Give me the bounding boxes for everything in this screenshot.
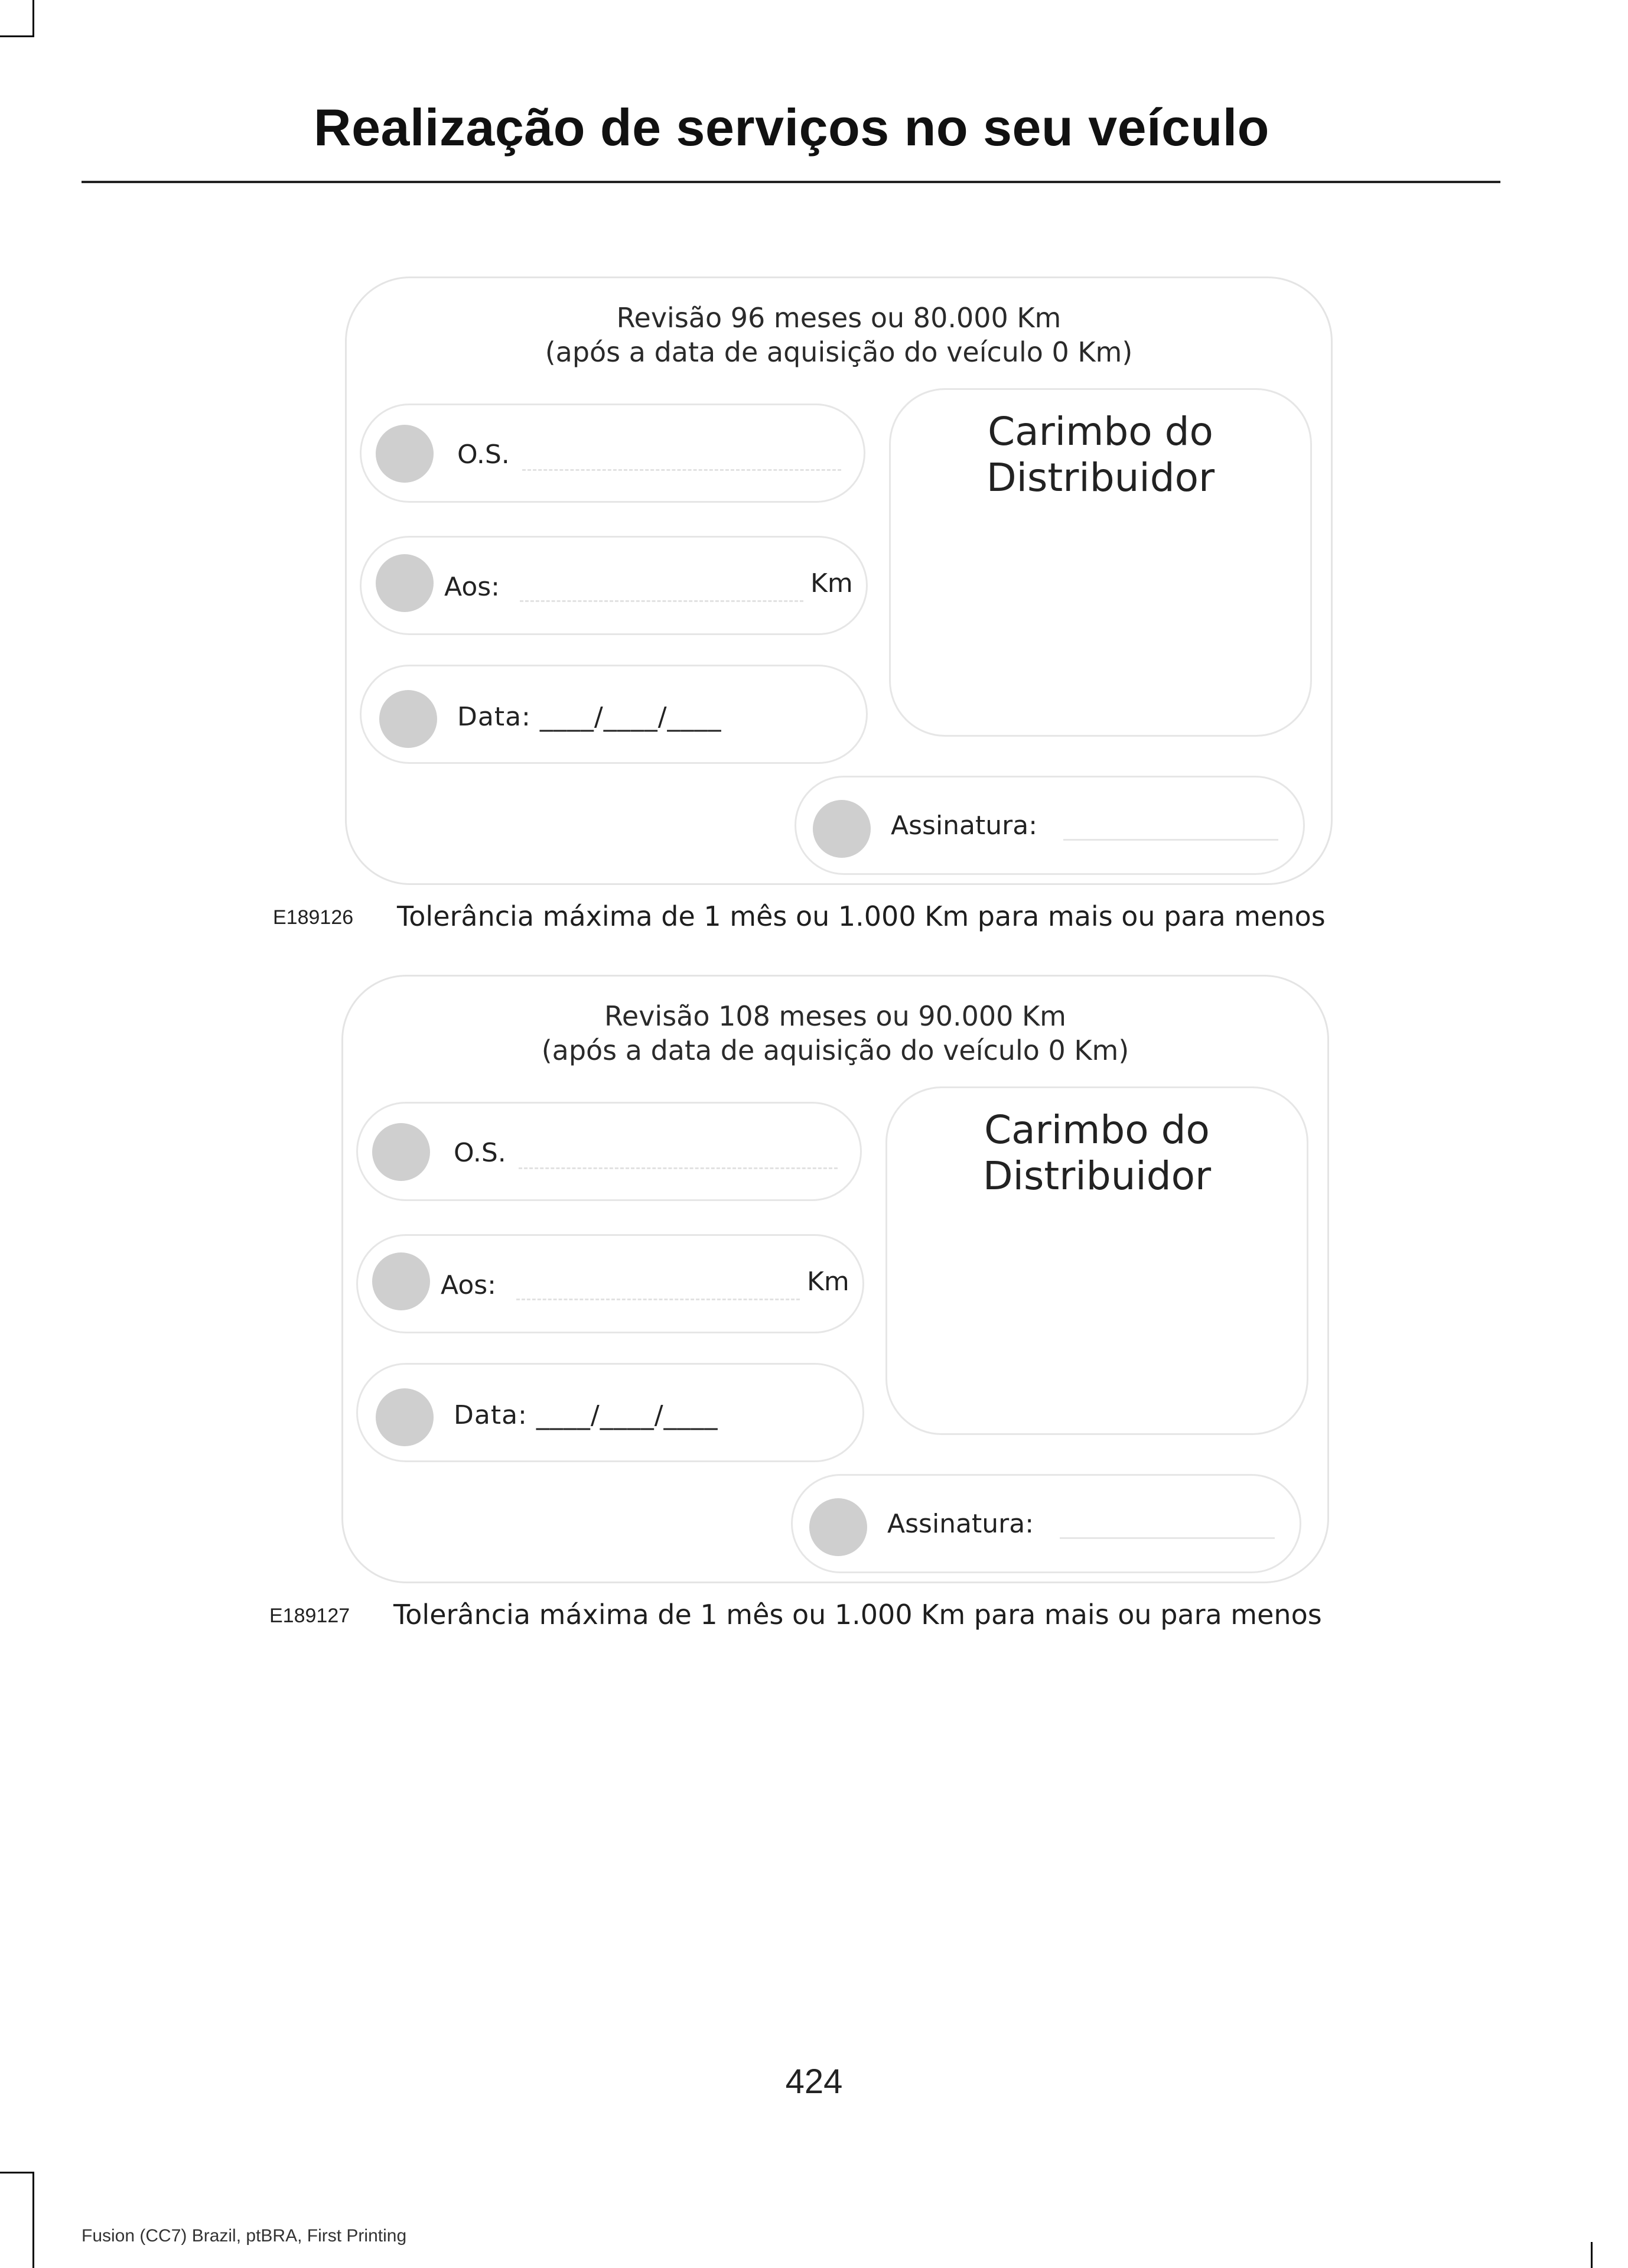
page-title: Realização de serviços no seu veículo <box>314 98 1269 157</box>
aos-field[interactable] <box>360 536 868 635</box>
page-number: 424 <box>785 2062 843 2101</box>
signature-fill-line <box>1063 839 1278 841</box>
crop-mark-bottom-left-horizontal <box>0 2172 34 2173</box>
date-bullet-icon <box>376 1388 434 1446</box>
card-heading <box>347 301 1331 369</box>
date-field[interactable] <box>356 1363 864 1462</box>
signature-label: Assinatura: <box>891 811 1038 841</box>
tolerance-note: Tolerância máxima de 1 mês ou 1.000 Km para mais ou para menos <box>393 1599 1322 1631</box>
aos-fill-line <box>516 1299 800 1300</box>
footer-text: Fusion (CC7) Brazil, ptBRA, First Printing <box>82 2226 407 2246</box>
aos-label: Aos: <box>441 1270 496 1300</box>
dealer-stamp-box <box>885 1086 1308 1435</box>
aos-bullet-icon <box>376 554 434 612</box>
os-bullet-icon <box>372 1123 430 1181</box>
date-bullet-icon <box>379 690 437 748</box>
dealer-stamp-label: Carimbo do Distribuidor <box>986 409 1215 500</box>
figure-id: E189127 <box>269 1605 350 1627</box>
aos-bullet-icon <box>372 1252 430 1310</box>
card-heading-line-2: (após a data de aquisição do veículo 0 Km) <box>545 336 1133 368</box>
card-heading <box>343 999 1327 1068</box>
title-divider <box>82 181 1500 183</box>
km-unit: Km <box>810 568 853 598</box>
dealer-stamp-label: Carimbo do Distribuidor <box>982 1107 1212 1199</box>
os-fill-line <box>519 1167 838 1169</box>
os-bullet-icon <box>376 425 434 483</box>
date-label: Data: ____/____/____ <box>457 702 722 732</box>
figure-id: E189126 <box>273 906 354 929</box>
os-fill-line <box>522 469 841 471</box>
card-heading-line-1: Revisão 108 meses ou 90.000 Km <box>604 1000 1066 1032</box>
km-unit: Km <box>807 1267 849 1297</box>
signature-bullet-icon <box>813 800 871 858</box>
crop-mark-bottom-right-vertical <box>1591 2242 1593 2268</box>
date-field[interactable] <box>360 665 868 764</box>
date-label: Data: ____/____/____ <box>454 1400 718 1430</box>
signature-fill-line <box>1060 1537 1275 1539</box>
card-heading-line-1: Revisão 96 meses ou 80.000 Km <box>616 302 1062 334</box>
dealer-stamp-box <box>889 388 1312 737</box>
card-heading-line-2: (após a data de aquisição do veículo 0 Km) <box>541 1034 1129 1066</box>
signature-label: Assinatura: <box>887 1509 1034 1539</box>
crop-mark-top-left-vertical <box>32 0 34 37</box>
aos-field[interactable] <box>356 1234 864 1333</box>
crop-mark-top-left-horizontal <box>0 35 34 37</box>
signature-field[interactable] <box>795 776 1305 875</box>
aos-label: Aos: <box>444 572 500 602</box>
aos-fill-line <box>520 600 803 602</box>
service-record-card <box>341 975 1329 1583</box>
os-label: O.S. <box>454 1138 506 1168</box>
os-field[interactable] <box>356 1102 862 1201</box>
service-record-card <box>345 276 1333 885</box>
crop-mark-bottom-left-vertical <box>32 2172 34 2268</box>
signature-field[interactable] <box>791 1474 1301 1573</box>
signature-bullet-icon <box>809 1498 867 1556</box>
tolerance-note: Tolerância máxima de 1 mês ou 1.000 Km para mais ou para menos <box>397 900 1326 932</box>
os-field[interactable] <box>360 404 865 503</box>
os-label: O.S. <box>457 440 510 470</box>
